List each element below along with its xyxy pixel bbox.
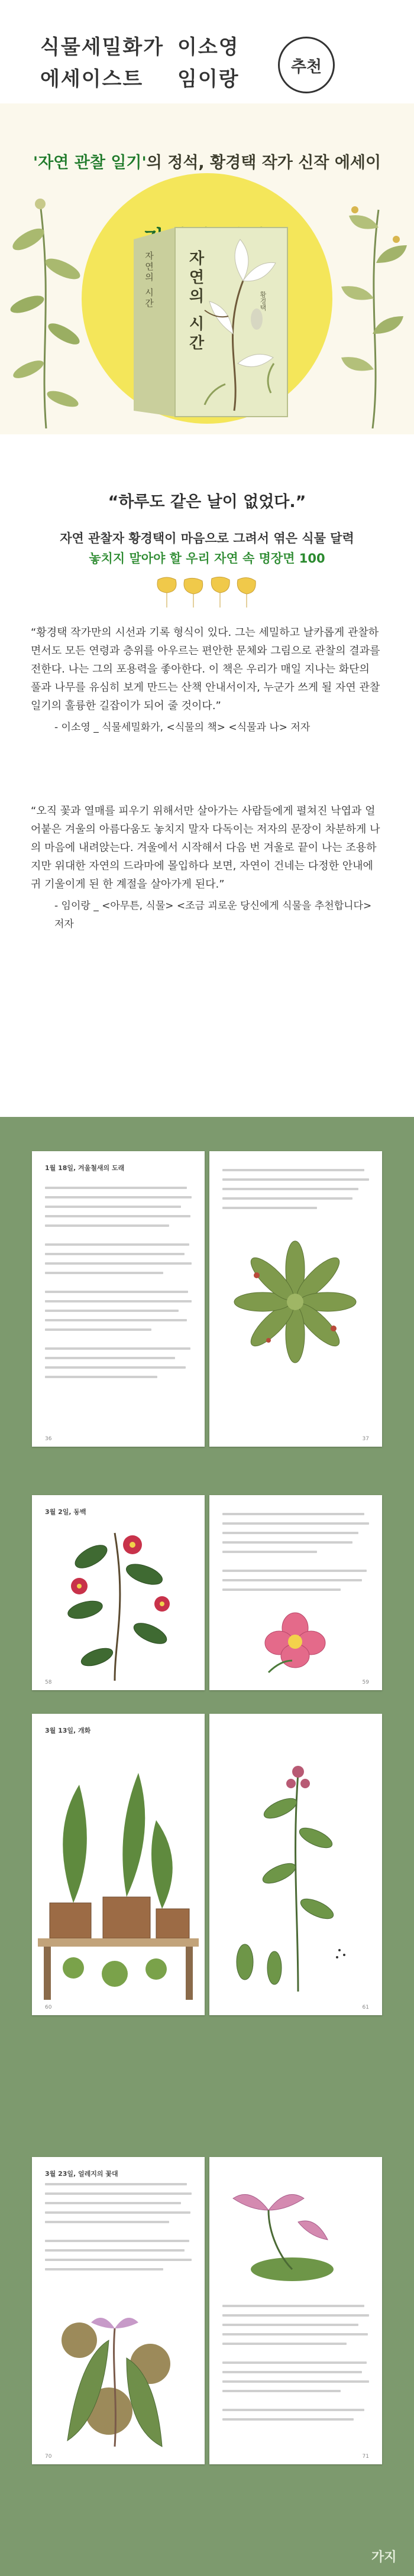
spread-page-right (209, 1495, 382, 1690)
tagline-rest: 의 정석, 황경택 작가 신작 에세이 (146, 154, 381, 172)
recommendation-author: - 임이랑 _ <아무튼, 식물> <조금 괴로운 당신에게 식물을 추천합니다> 저자 (54, 900, 372, 930)
recommendation-text: “황경택 작가만의 시선과 기록 형식이 있다. 그는 세밀하고 날카롭게 관찰하면서도 모든 연령과 층위를 아우르는 편안한 문체와 그림으로 관찰의 결과를 전한다. 나는 그의 포용력을 좋아한다. 이 책은 우리가 매일 지나는 화단의 풀과 나무를 유심히 보게 만드는 산책 안내서이자, 누군가 쓰게 될 자연 관찰 일기의 훌륭한 길잡이가 되어 줄 것이다.” (31, 626, 380, 712)
recommender-role: 식물세밀화가 (40, 35, 164, 59)
recommender-row-1 (40, 31, 240, 60)
sample-spreads (0, 1117, 414, 2576)
recommender-row-2 (40, 63, 240, 92)
page-number: 60 (45, 2005, 52, 2010)
spread-page-right (209, 1714, 382, 2015)
recommender-role: 에세이스트 (40, 67, 144, 91)
header (0, 0, 414, 103)
herb-illustration (221, 1737, 369, 1997)
recommender-name: 임이랑 (177, 67, 240, 91)
plant-right-icon (331, 192, 414, 428)
recommender-name: 이소영 (177, 35, 240, 59)
page-number: 37 (362, 1436, 369, 1442)
page-number: 71 (362, 2454, 369, 2460)
publisher-logo: 가지 (371, 2550, 397, 2565)
page-heading: 3월 2일, 동백 (45, 1508, 86, 1516)
page-number: 58 (45, 1680, 52, 1685)
page-number: 36 (45, 1436, 52, 1442)
book-cover (116, 216, 299, 423)
garden-pots-illustration (38, 1749, 199, 2003)
subtitle-scenes: 놓치지 말아야 할 우리 자연 속 명장면 100 (89, 551, 325, 566)
page-heading: 3월 23일, 얼레지의 꽃대 (45, 2170, 118, 2178)
camellia-illustration (44, 1521, 192, 1681)
page-number: 61 (362, 2005, 369, 2010)
spread-page-left (32, 2157, 205, 2464)
recommend-badge: 추천 (278, 37, 335, 93)
page-heading: 1월 18일, 겨울철새의 도래 (45, 1164, 125, 1172)
page-heading: 3월 13일, 개화 (45, 1727, 91, 1734)
book-author: 황경택 (259, 291, 267, 311)
quote-section (0, 434, 414, 1117)
recommendation-text: “오직 꽃과 열매를 피우기 위해서만 살아가는 사람들에게 펼쳐진 낙엽과 얼어붙은 겨울의 아름다움도 놓치지 말자 다독이는 저자의 문장이 차분하게 나의 마음에 내려앉는다. 겨울에서 시작해서 다음 번 겨울로 끝이 나는 조용하지만 위대한 자연의 드라마에 몰입하다 보면, 자연이 건네는 다정한 안내에 귀 기울이게 된 한 계절을 살아가게 된다.” (31, 805, 380, 891)
spread-page-right (209, 1151, 382, 1447)
recommendation-2 (31, 802, 383, 934)
spread-page-right (209, 2157, 382, 2464)
spread-page-left (32, 1714, 205, 2015)
page-number: 59 (362, 1680, 369, 1685)
recommendation-1 (31, 623, 383, 737)
rosette-plant-illustration (233, 1240, 357, 1364)
wildflower-illustration (221, 2175, 369, 2293)
main-quote: “하루도 같은 날이 없었다.” (108, 493, 306, 511)
spread-page-left (32, 1495, 205, 1690)
hero-tagline (0, 150, 414, 173)
book-cover-title: 자연의 시간 (186, 250, 204, 354)
plant-left-icon (5, 180, 88, 428)
spread-page-left (32, 1151, 205, 1447)
page-number: 70 (45, 2454, 52, 2460)
erythronium-illustration (44, 2293, 192, 2452)
recommendation-author: - 이소영 _ 식물세밀화가, <식물의 책> <식물과 나> 저자 (54, 722, 310, 733)
book-spine-title: 자연의 시간 (144, 251, 154, 309)
subtitle-calendar: 자연 관찰자 황경택이 마음으로 그려서 엮은 식물 달력 (60, 531, 354, 545)
flower-illustration (257, 1607, 334, 1678)
tagline-highlight: '자연 관찰 일기' (33, 154, 147, 172)
ginkgo-leaves-icon (155, 575, 261, 610)
hero-banner (0, 103, 414, 434)
